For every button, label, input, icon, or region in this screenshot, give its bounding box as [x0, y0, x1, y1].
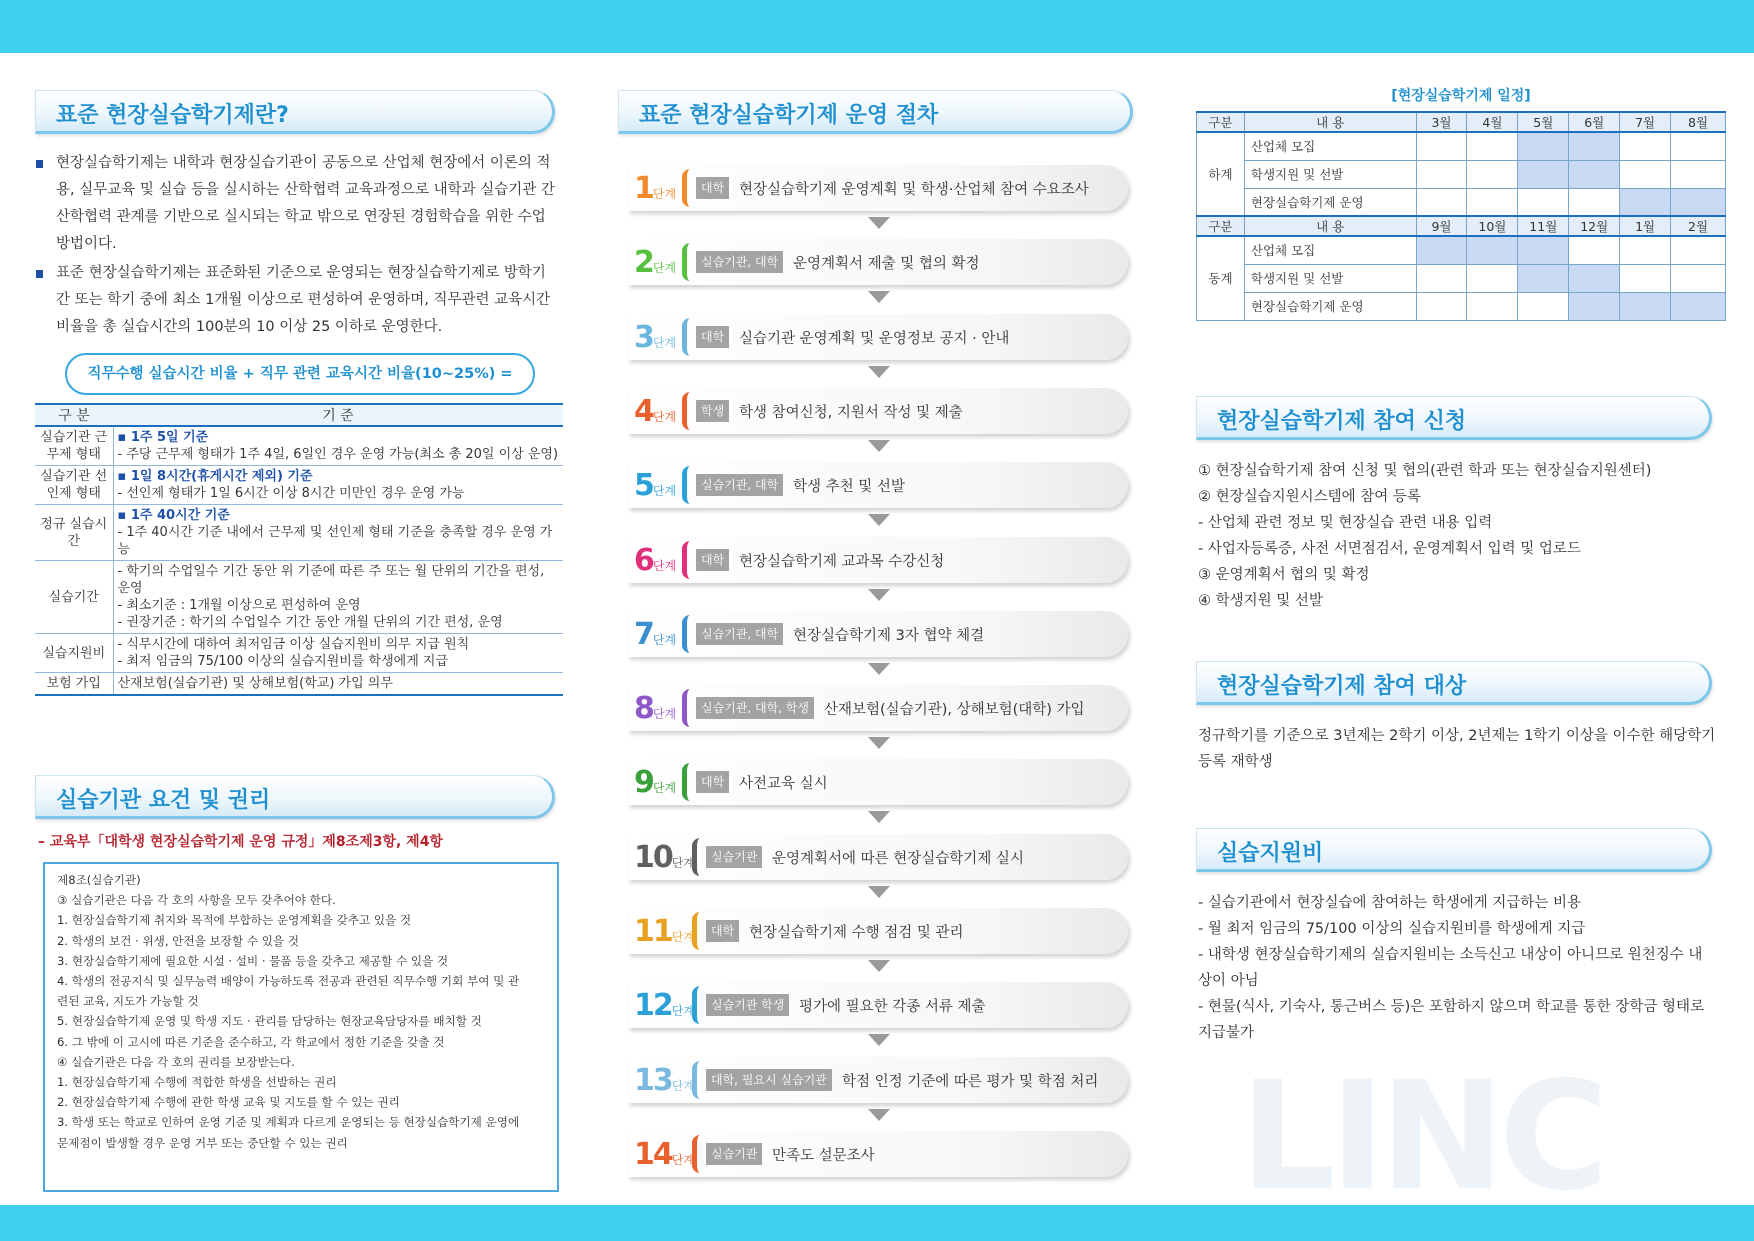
schedule-cell: [1467, 292, 1518, 320]
schedule-cell-active: [1518, 236, 1569, 264]
step-description: 만족도 설문조사: [772, 1147, 875, 1164]
schedule-row: [1197, 188, 1726, 216]
procedure-step: [628, 759, 1128, 805]
table-row: 실습지원비 - 식무시간에 대하여 최저임금 이상 실습지원비 의무 지급 원칙 - 최저 임금의 75/100 이상의 실습지원비를 학생에게 지급: [35, 634, 563, 673]
schedule-cell-active: [1620, 188, 1671, 216]
schedule-cell: [1467, 188, 1518, 216]
schedule-title: [현장실습학기제 일정]: [1391, 88, 1531, 104]
step-bracket: [682, 615, 692, 653]
procedure-step: [628, 1057, 1128, 1103]
step-description: 학점 인정 기준에 따른 평가 및 학점 처리: [842, 1073, 1099, 1090]
law-line: 문제점이 발생할 경우 운영 거부 또는 중단할 수 있는 권리: [57, 1135, 348, 1150]
activity-label: 현장실습학기제 운영: [1244, 188, 1416, 216]
law-line: 1. 현장실습학기제 취지와 목적에 부합하는 운영계획을 갖추고 있을 것: [57, 913, 412, 928]
procedure-step: [628, 908, 1128, 954]
section-header-support: [1196, 828, 1712, 872]
column-schedule: [1196, 53, 1726, 1205]
step-number: 6단계: [634, 542, 677, 578]
apply-step: ② 현장실습지원시스템에 참여 등록: [1198, 489, 1421, 505]
procedure-step: [628, 314, 1128, 360]
bullet-square-icon: [36, 270, 43, 278]
regulation-text-box: [43, 862, 559, 1192]
criteria-table: [35, 403, 563, 696]
month-header: 5월: [1518, 112, 1569, 132]
month-header: 4월: [1467, 112, 1518, 132]
table-header-standard: 기 준: [113, 404, 563, 426]
support-item: - 현물(식사, 기숙사, 통근버스 등)은 포함하지 않으며 학교를 통한 장학금 형태로: [1198, 999, 1705, 1015]
schedule-cell: [1569, 236, 1620, 264]
down-arrow-icon: [868, 440, 890, 452]
apply-step: - 산업체 관련 정보 및 현장실습 관련 내용 입력: [1198, 515, 1493, 531]
schedule-cell: [1671, 132, 1726, 160]
schedule-cell: [1416, 160, 1467, 188]
apply-step: - 사업자등록증, 사전 서면점검서, 운영계획서 입력 및 업로드: [1198, 541, 1581, 557]
law-line: 1. 현장실습학기제 수행에 적합한 학생을 선발하는 권리: [57, 1075, 337, 1090]
step-actor-badge: 실습기관, 대학: [696, 623, 783, 645]
step-actor-badge: 대학: [696, 771, 729, 793]
schedule-cell: [1569, 188, 1620, 216]
table-header-category: 구 분: [35, 404, 113, 426]
procedure-step: [628, 388, 1128, 434]
law-line: 5. 현장실습학기제 운영 및 학생 지도 · 관리를 담당하는 현장교육담당자를 배치할 것: [57, 1014, 482, 1029]
schedule-cell: [1416, 188, 1467, 216]
procedure-step: [628, 611, 1128, 657]
procedure-step: [628, 239, 1128, 285]
support-list: [1198, 890, 1723, 1046]
down-arrow-icon: [868, 663, 890, 675]
apply-step: ① 현장실습학기제 참여 신청 및 협의(관련 학과 또는 현장실습지원센터): [1198, 463, 1652, 479]
schedule-row: [1197, 236, 1726, 264]
activity-label: 학생지원 및 선발: [1244, 264, 1416, 292]
down-arrow-icon: [868, 514, 890, 526]
support-item: - 월 최저 임금의 75/100 이상의 실습지원비를 학생에게 지급: [1198, 921, 1586, 937]
procedure-step: [628, 982, 1128, 1028]
month-header: 11월: [1518, 216, 1569, 236]
schedule-cell: [1416, 264, 1467, 292]
schedule-cell: [1671, 236, 1726, 264]
ratio-formula: 직무수행 실습시간 비율 + 직무 관련 교육시간 비율(10~25%) =: [65, 353, 535, 395]
apply-step: ④ 학생지원 및 선발: [1198, 593, 1323, 609]
term-label: 동계: [1197, 236, 1245, 320]
schedule-cell-active: [1569, 160, 1620, 188]
support-item: - 내학생 현장실습학기제의 실습지원비는 소득신고 내상이 아니므로 원천징수 내: [1198, 947, 1703, 963]
support-item: - 실습기관에서 현장실습에 참여하는 학생에게 지급하는 비용: [1198, 895, 1582, 911]
step-number: 12단계: [634, 988, 695, 1024]
schedule-cell-active: [1620, 292, 1671, 320]
down-arrow-icon: [868, 737, 890, 749]
activity-label: 산업체 모집: [1244, 236, 1416, 264]
month-header: 1월: [1620, 216, 1671, 236]
step-description: 산재보험(실습기관), 상해보험(대학) 가입: [824, 702, 1085, 719]
month-header: 2월: [1671, 216, 1726, 236]
step-number: 10단계: [634, 839, 695, 875]
schedule-table: [1196, 111, 1726, 321]
step-bracket: [692, 838, 702, 876]
section-title: 실습지원비: [1217, 841, 1324, 866]
step-number: 2단계: [634, 245, 677, 281]
intro-bullet-2: 표준 현장실습학기제는 표준화된 기준으로 운영되는 현장실습학기제로 방학기간 또는 학기 중에 최소 1개월 이상으로 편성하여 운영하며, 직무관련 교육시간 비율을 총 실습시간의 100분의 10 이상 25 이하로 운영한다.: [36, 260, 556, 341]
law-line: 련된 교육, 지도가 가능할 것: [57, 994, 199, 1009]
target-description: 정규학기를 기준으로 3년제는 2학기 이상, 2년제는 1학기 이상을 이수한 해당학기 등록 재학생: [1198, 728, 1716, 770]
procedure-step: [628, 1131, 1128, 1177]
schedule-cell: [1518, 292, 1569, 320]
schedule-cell-active: [1671, 188, 1726, 216]
step-actor-badge: 학생: [696, 400, 729, 422]
step-number: 3단계: [634, 319, 677, 355]
step-description: 현장실습학기제 3자 협약 체결: [793, 627, 985, 644]
law-line: 제8조(실습기관): [57, 873, 141, 887]
step-description: 학생 추천 및 선발: [793, 479, 905, 496]
step-actor-badge: 실습기관, 대학, 학생: [696, 697, 814, 719]
step-actor-badge: 대학: [696, 326, 729, 348]
step-number: 5단계: [634, 468, 677, 504]
step-description: 평가에 필요한 각종 서류 제출: [799, 999, 986, 1016]
step-actor-badge: 대학: [696, 549, 729, 571]
down-arrow-icon: [868, 1034, 890, 1046]
step-number: 14단계: [634, 1136, 695, 1172]
schedule-cell: [1620, 236, 1671, 264]
law-line: 2. 학생의 보건 · 위생, 안전을 보장할 수 있을 것: [57, 933, 299, 948]
step-actor-badge: 대학, 필요시 실습기관: [706, 1069, 832, 1091]
schedule-row: [1197, 264, 1726, 292]
step-number: 13단계: [634, 1062, 695, 1098]
month-header: 10월: [1467, 216, 1518, 236]
schedule-cell-active: [1518, 132, 1569, 160]
law-line: 3. 학생 또는 학교로 인하여 운영 기준 및 계획과 다르게 운영되는 등 현장실습학기제 운영에: [57, 1115, 520, 1130]
step-bracket: [682, 392, 692, 430]
section-title: 현장실습학기제 참여 대상: [1217, 674, 1467, 699]
step-bracket: [692, 1135, 702, 1173]
step-bracket: [682, 243, 692, 281]
procedure-step: [628, 834, 1128, 880]
column-procedure: [618, 53, 1138, 1205]
down-arrow-icon: [868, 589, 890, 601]
section-title: 표준 현장실습학기제란?: [56, 103, 289, 128]
support-item: 상이 아님: [1198, 973, 1259, 989]
schedule-cell: [1416, 292, 1467, 320]
step-actor-badge: 대학: [706, 920, 739, 942]
month-header: 9월: [1416, 216, 1467, 236]
step-bracket: [682, 541, 692, 579]
schedule-cell: [1620, 264, 1671, 292]
apply-step: ③ 운영계획서 협의 및 확정: [1198, 567, 1370, 583]
schedule-row: [1197, 132, 1726, 160]
procedure-step: [628, 462, 1128, 508]
schedule-cell-active: [1416, 236, 1467, 264]
month-header: 8월: [1671, 112, 1726, 132]
step-description: 현장실습학기제 수행 점검 및 관리: [749, 925, 964, 941]
table-row: 실습기관 근무제 형태 ▪ 1주 5일 기준 - 주당 근무제 형태가 1주 4일, 6일인 경우 운영 가능(최소 총 20일 이상 운영): [35, 426, 563, 466]
month-header: 12월: [1569, 216, 1620, 236]
law-line: ④ 실습기관은 다음 각 호의 권리를 보장받는다.: [57, 1054, 295, 1069]
step-bracket: [682, 466, 692, 504]
schedule-cell: [1518, 188, 1569, 216]
step-bracket: [692, 986, 702, 1024]
step-actor-badge: 대학: [696, 177, 729, 199]
step-bracket: [692, 1061, 702, 1099]
schedule-cell: [1671, 264, 1726, 292]
down-arrow-icon: [868, 811, 890, 823]
schedule-header-row: 구분 내 용 3월 4월 5월 6월 7월 8월: [1197, 112, 1726, 132]
table-row: 보험 가입 산재보험(실습기관) 및 상해보험(학교) 가입 의무: [35, 673, 563, 696]
activity-label: 산업체 모집: [1244, 132, 1416, 160]
activity-label: 학생지원 및 선발: [1244, 160, 1416, 188]
step-actor-badge: 실습기관, 대학: [696, 474, 783, 496]
schedule-cell: [1467, 132, 1518, 160]
step-bracket: [682, 169, 692, 207]
month-header: 3월: [1416, 112, 1467, 132]
law-line: ③ 실습기관은 다음 각 호의 사항을 모두 갖추어야 한다.: [57, 893, 336, 908]
step-number: 9단계: [634, 765, 677, 801]
schedule-row: [1197, 292, 1726, 320]
section-header-apply: [1196, 396, 1712, 440]
down-arrow-icon: [868, 960, 890, 972]
top-banner: [0, 0, 1754, 53]
step-description: 운영계획서 제출 및 협의 확정: [793, 256, 980, 273]
law-line: 6. 그 밖에 이 고시에 따른 기준을 준수하고, 각 학교에서 정한 기준을 갖출 것: [57, 1034, 445, 1049]
procedure-step: [628, 165, 1128, 211]
procedure-step: [628, 685, 1128, 731]
step-description: 사전교육 실시: [739, 776, 828, 793]
schedule-cell: [1467, 160, 1518, 188]
step-description: 현장실습학기제 교과목 수강신청: [739, 553, 945, 570]
step-description: 실습기관 운영계획 및 운영정보 공지 · 안내: [739, 330, 1010, 347]
schedule-cell-active: [1467, 236, 1518, 264]
step-actor-badge: 실습기관 학생: [706, 994, 789, 1016]
schedule-row: [1197, 160, 1726, 188]
bullet-square-icon: [36, 160, 43, 168]
down-arrow-icon: [868, 291, 890, 303]
schedule-cell: [1620, 160, 1671, 188]
table-row: 실습기관 선인제 형태 ▪ 1일 8시간(휴게시간 제외) 기준 - 선인제 형태가 1일 6시간 이상 8시간 미만인 경우 운영 가능: [35, 466, 563, 505]
apply-steps: [1198, 458, 1723, 614]
down-arrow-icon: [868, 1109, 890, 1121]
procedure-step: [628, 537, 1128, 583]
month-header: 6월: [1569, 112, 1620, 132]
support-item: 지급불가: [1198, 1025, 1255, 1041]
step-actor-badge: 실습기관, 대학: [696, 251, 783, 273]
intro-bullet-1: 현장실습학기제는 내학과 현장실습기관이 공동으로 산업체 현장에서 이론의 적용, 실무교육 및 실습 등을 실시하는 산학협력 교육과정으로 내학과 실습기관 간 산학협력 관계를 기반으로 실시되는 학교 밖으로 연장된 경험학습을 위한 수업 방법이다.: [36, 150, 556, 258]
step-bracket: [692, 912, 702, 950]
step-number: 1단계: [634, 171, 677, 206]
section-header-target: [1196, 661, 1712, 705]
table-row: 실습기간 - 학기의 수업일수 기간 동안 위 기준에 따른 주 또는 월 단위의 기간을 편성, 운영 - 최소기준 : 1개월 이상으로 편성하여 운영 - 권장기준 : 학기의 수업일수 기간 동안 개월 단위의 기간 편성, 운영: [35, 561, 563, 634]
step-bracket: [682, 318, 692, 356]
section-title: 현장실습학기제 참여 신청: [1217, 409, 1467, 434]
section-header-intro: [35, 90, 555, 134]
step-description: 학생 참여신청, 지원서 작성 및 제출: [739, 404, 963, 421]
step-bracket: [682, 689, 692, 727]
schedule-cell: [1620, 132, 1671, 160]
down-arrow-icon: [868, 886, 890, 898]
section-header-procedure: [618, 90, 1133, 134]
table-row: 정규 실습시간 ▪ 1주 40시간 기준 - 1주 40시간 기준 내에서 근무제 및 선인제 형태 기준을 충족할 경우 운영 가능: [35, 505, 563, 561]
activity-label: 현장실습학기제 운영: [1244, 292, 1416, 320]
schedule-cell-active: [1518, 264, 1569, 292]
step-actor-badge: 실습기관: [706, 846, 762, 868]
law-line: 3. 현장실습학기제에 필요한 시설 · 설비 · 물품 등을 갖추고 제공할 수 있을 것: [57, 953, 449, 968]
step-number: 7단계: [634, 616, 677, 652]
schedule-header-row: 구분 내 용 9월 10월 11월 12월 1월 2월: [1197, 216, 1726, 236]
step-number: 11단계: [634, 914, 695, 949]
schedule-cell-active: [1569, 264, 1620, 292]
schedule-cell: [1467, 264, 1518, 292]
step-actor-badge: 실습기관: [706, 1143, 762, 1165]
schedule-cell-active: [1569, 292, 1620, 320]
step-bracket: [682, 763, 692, 801]
term-label: 하계: [1197, 132, 1245, 216]
down-arrow-icon: [868, 366, 890, 378]
step-number: 4단계: [634, 393, 677, 429]
schedule-cell: [1416, 132, 1467, 160]
regulation-reference: – 교육부「대학생 현장실습학기제 운영 규정」제8조제3항, 제4항: [38, 834, 443, 850]
law-line: 4. 학생의 전공지식 및 실무능력 배양이 가능하도록 전공과 관련된 직무수행 기회 부여 및 관: [57, 974, 520, 989]
step-number: 8단계: [634, 691, 677, 727]
law-line: 2. 현장실습학기제 수행에 관한 학생 교육 및 지도를 할 수 있는 권리: [57, 1095, 400, 1110]
section-title: 표준 현장실습학기제 운영 절차: [639, 103, 939, 128]
month-header: 7월: [1620, 112, 1671, 132]
schedule-cell-active: [1518, 160, 1569, 188]
schedule-cell-active: [1569, 132, 1620, 160]
step-description: 현장실습학기제 운영계획 및 학생·산업체 참여 수요조사: [739, 182, 1089, 198]
section-header-institution: [35, 775, 555, 819]
column-intro: [30, 53, 570, 1205]
section-title: 실습기관 요건 및 권리: [56, 788, 271, 813]
down-arrow-icon: [868, 217, 890, 229]
schedule-cell: [1671, 160, 1726, 188]
linc-watermark: LINC: [1240, 1050, 1604, 1224]
step-description: 운영계획서에 따른 현장실습학기제 실시: [772, 850, 1024, 867]
schedule-cell-active: [1671, 292, 1726, 320]
